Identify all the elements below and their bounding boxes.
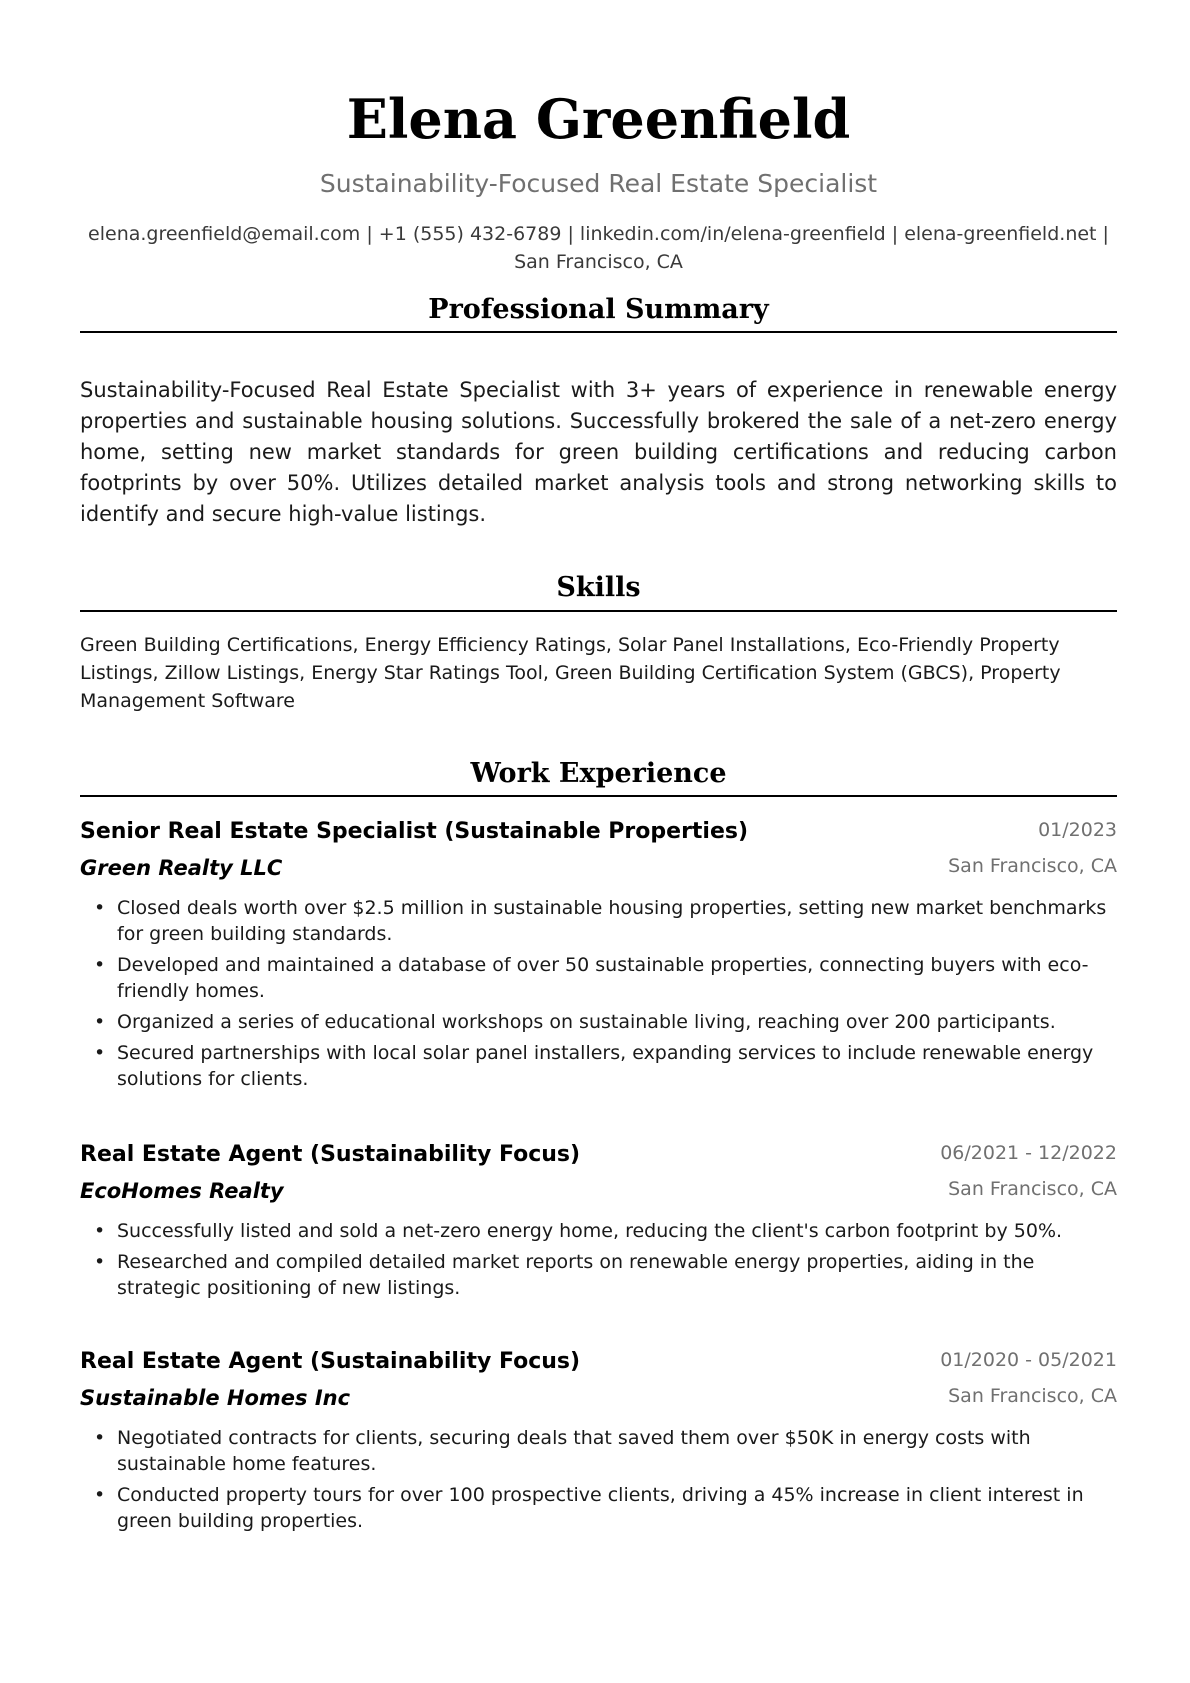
job-bullets: [80, 1425, 1117, 1534]
job-bullet: [80, 1425, 1117, 1477]
job-company: EcoHomes Realty: [80, 1179, 284, 1203]
job-bullet: [80, 1218, 1117, 1244]
job-subheader: [80, 851, 1117, 887]
skills-text: Green Building Certifications, Energy Efficiency Ratings, Solar Panel Installations, Eco-Friendly Property Listings, Zillow Listings, Energy Star Ratings Tool, Green Building Certification System (GBCS), Property Management Software: [80, 634, 1061, 712]
bullet-dot-icon: •: [94, 954, 106, 976]
contact-line: elena.greenfield@email.com | +1 (555) 432-6789 | linkedin.com/in/elena-greenfield | elena-greenfield.net | San Francisco, CA: [88, 223, 1109, 273]
job-date: 06/2021 - 12/2022: [940, 1142, 1117, 1164]
job-company: Sustainable Homes Inc: [80, 1386, 351, 1410]
bullet-dot-icon: •: [94, 897, 106, 919]
summary-heading: Professional Summary: [428, 294, 769, 325]
bullet-dot-icon: •: [94, 1042, 106, 1064]
job-entry: [80, 815, 1117, 1097]
bullet-dot-icon: •: [94, 1011, 106, 1033]
summary-divider: [80, 331, 1117, 333]
bullet-dot-icon: •: [94, 1484, 106, 1506]
bullet-dot-icon: •: [94, 1220, 106, 1242]
job-title: Real Estate Agent (Sustainability Focus): [80, 1142, 581, 1167]
job-header: [80, 1345, 1117, 1381]
bullet-text: Secured partnerships with local solar panel installers, expanding services to include renewable energy solutions for clients.: [117, 1042, 1094, 1090]
job-location: San Francisco, CA: [948, 855, 1117, 877]
experience-heading: Work Experience: [470, 758, 727, 789]
job-bullets: [80, 1218, 1117, 1301]
skills-divider: [80, 610, 1117, 612]
bullet-dot-icon: •: [94, 1427, 106, 1449]
bullet-text: Closed deals worth over $2.5 million in sustainable housing properties, setting new market benchmarks for green building standards.: [117, 897, 1107, 945]
bullet-text: Developed and maintained a database of over 50 sustainable properties, connecting buyers with eco-friendly homes.: [117, 954, 1089, 1002]
job-company: Green Realty LLC: [80, 856, 283, 880]
summary-text: Sustainability-Focused Real Estate Specialist with 3+ years of experience in renewable energy properties and sustainable housing solutions. Successfully brokered the sale of a net-zero energy home, setting new market standards for green building certifications and reducing carbon footprints by over 50%. Utilizes detailed market analysis tools and strong networking skills to identify and secure high-value listings.: [80, 378, 1117, 526]
job-header: [80, 1138, 1117, 1174]
candidate-name: Elena Greenfield: [346, 87, 851, 151]
job-bullet: [80, 1482, 1117, 1534]
job-bullet: [80, 1009, 1117, 1035]
job-entry: [80, 1138, 1117, 1306]
job-subheader: [80, 1174, 1117, 1210]
job-header: [80, 815, 1117, 851]
job-date: 01/2023: [1038, 819, 1117, 841]
bullet-text: Conducted property tours for over 100 prospective clients, driving a 45% increase in client interest in green building properties.: [117, 1484, 1084, 1532]
job-location: San Francisco, CA: [948, 1385, 1117, 1407]
bullet-text: Organized a series of educational workshops on sustainable living, reaching over 200 participants.: [117, 1011, 1056, 1033]
job-subheader: [80, 1381, 1117, 1417]
job-bullet: [80, 1249, 1117, 1301]
job-title: Real Estate Agent (Sustainability Focus): [80, 1349, 581, 1374]
skills-heading: Skills: [556, 572, 641, 603]
job-location: San Francisco, CA: [948, 1178, 1117, 1200]
job-bullet: [80, 1040, 1117, 1092]
bullet-text: Negotiated contracts for clients, securing deals that saved them over $50K in energy costs with sustainable home features.: [117, 1427, 1031, 1475]
job-entry: [80, 1345, 1117, 1539]
job-bullets: [80, 895, 1117, 1092]
job-bullet: [80, 895, 1117, 947]
experience-divider: [80, 795, 1117, 797]
bullet-text: Researched and compiled detailed market reports on renewable energy properties, aiding in the strategic positioning of new listings.: [117, 1251, 1035, 1299]
candidate-headline: Sustainability-Focused Real Estate Specialist: [319, 169, 878, 198]
bullet-dot-icon: •: [94, 1251, 106, 1273]
job-bullet: [80, 952, 1117, 1004]
bullet-text: Successfully listed and sold a net-zero energy home, reducing the client's carbon footprint by 50%.: [117, 1220, 1063, 1242]
job-date: 01/2020 - 05/2021: [940, 1349, 1117, 1371]
job-title: Senior Real Estate Specialist (Sustainable Properties): [80, 819, 749, 844]
